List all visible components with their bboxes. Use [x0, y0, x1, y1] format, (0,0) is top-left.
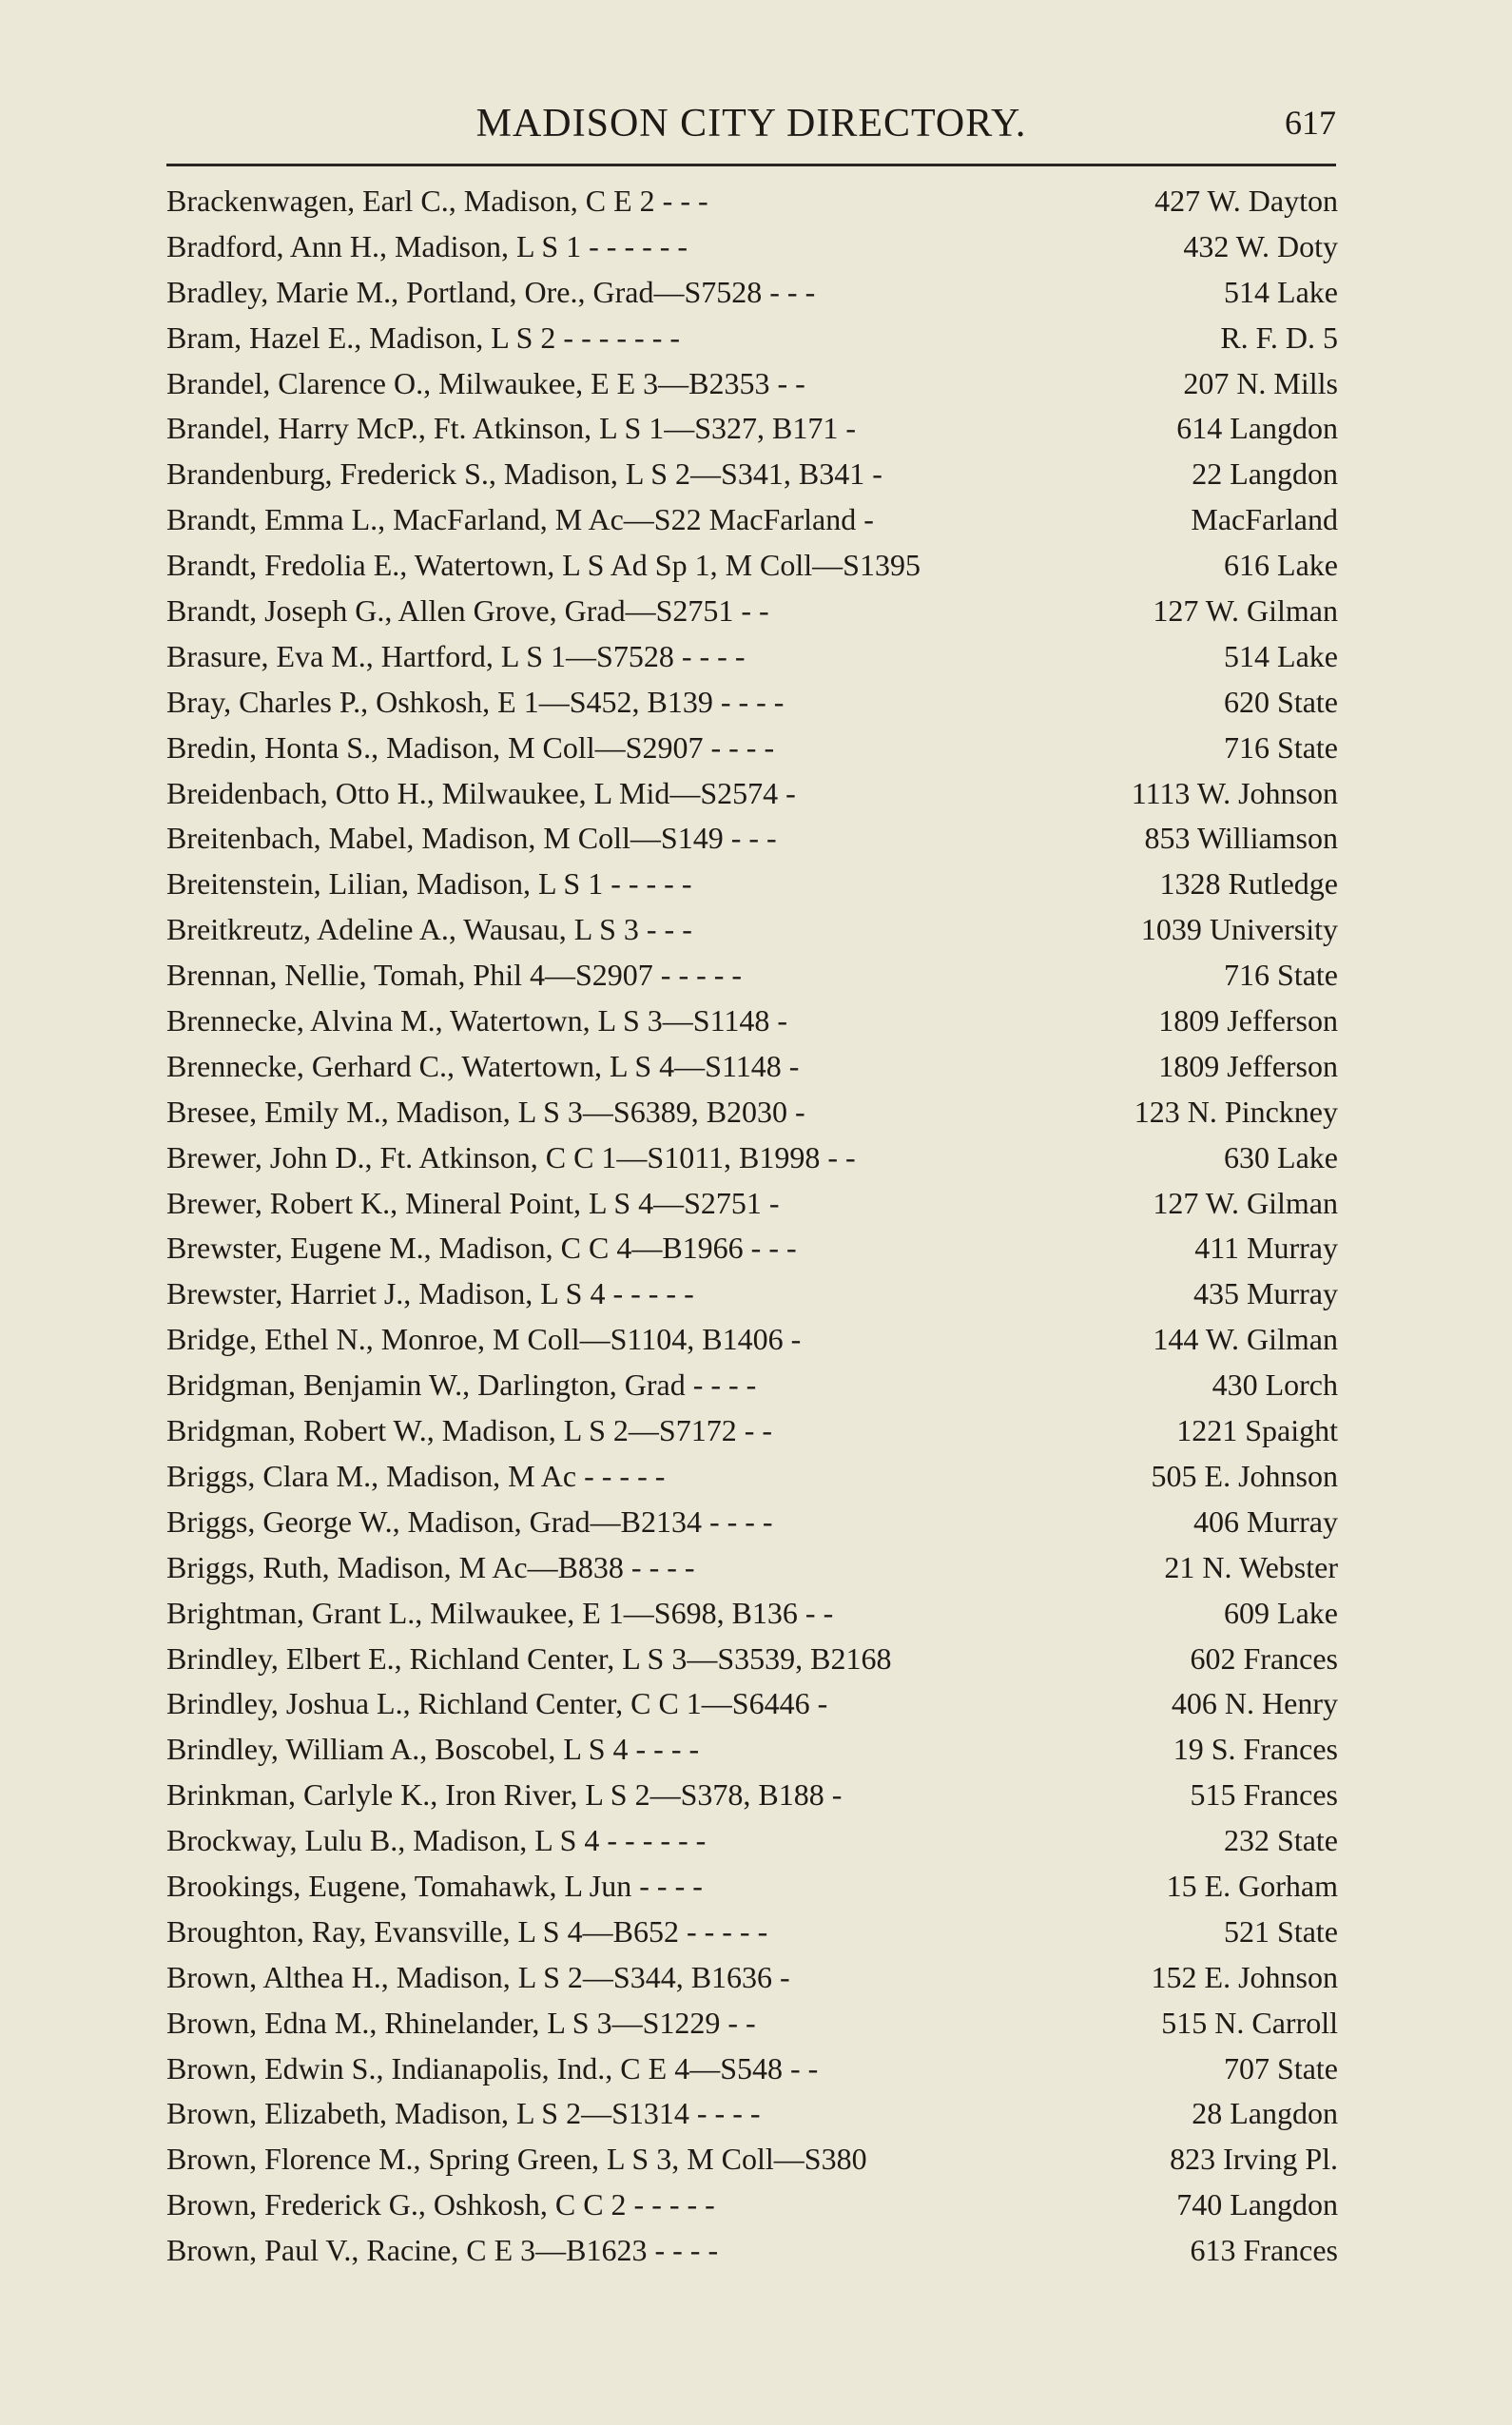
entry-text: Brewster, Harriet J., Madison, L S 4 - - - - - [166, 1276, 694, 1311]
directory-entry [166, 1135, 1338, 1181]
directory-entry [166, 1363, 1338, 1408]
entry-text: Bradley, Marie M., Portland, Ore., Grad—S7528 - - - [166, 274, 816, 309]
entry-address: 853 Williamson [1144, 821, 1338, 856]
entry-address: 232 State [1224, 1823, 1338, 1858]
directory-entry [166, 1773, 1338, 1818]
entry-address: 1039 University [1140, 912, 1338, 947]
entry-address: 613 Frances [1190, 2233, 1338, 2268]
entry-address: R. F. D. 5 [1220, 320, 1338, 355]
entry-address: 123 N. Pinckney [1134, 1094, 1338, 1129]
entry-text: Bresee, Emily M., Madison, L S 3—S6389, B2030 - [166, 1094, 805, 1129]
directory-entry [166, 816, 1338, 862]
entry-address: 207 N. Mills [1183, 365, 1338, 400]
entry-address: MacFarland [1191, 502, 1338, 537]
directory-entry [166, 1727, 1338, 1773]
directory-entry [166, 1955, 1338, 2001]
directory-entry [166, 680, 1338, 726]
entry-text: Brookings, Eugene, Tomahawk, L Jun - - - - [166, 1868, 703, 1903]
entry-address: 430 Lorch [1212, 1368, 1338, 1403]
entry-address: 1328 Rutledge [1159, 866, 1338, 902]
entry-address: 1221 Spaight [1176, 1413, 1338, 1448]
directory-entry [166, 179, 1338, 224]
entry-text: Brennecke, Gerhard C., Watertown, L S 4—S1148 - [166, 1048, 800, 1083]
entry-text: Bram, Hazel E., Madison, L S 2 - - - - - - - [166, 320, 680, 355]
entry-address: 707 State [1224, 2050, 1338, 2086]
entry-text: Briggs, Clara M., Madison, M Ac - - - - - [166, 1458, 666, 1493]
directory-entry [166, 1818, 1338, 1864]
directory-entry [166, 1271, 1338, 1317]
entry-address: 514 Lake [1224, 274, 1338, 309]
directory-entry [166, 2001, 1338, 2047]
directory-entry [166, 634, 1338, 680]
entry-text: Brasure, Eva M., Hartford, L S 1—S7528 - - - - [166, 638, 746, 673]
entry-text: Brandel, Clarence O., Milwaukee, E E 3—B2353 - - [166, 365, 805, 400]
entry-text: Brennan, Nellie, Tomah, Phil 4—S2907 - - - - - [166, 958, 743, 993]
entry-text: Brandt, Fredolia E., Watertown, L S Ad Sp 1, M Coll—S1395 [166, 548, 921, 583]
entry-address: 823 Irving Pl. [1170, 2142, 1338, 2177]
entry-text: Brightman, Grant L., Milwaukee, E 1—S698, B136 - - [166, 1595, 834, 1630]
entry-text: Brindley, Elbert E., Richland Center, L S 3—S3539, B2168 [166, 1640, 892, 1676]
directory-entry [166, 589, 1338, 634]
entry-address: 411 Murray [1194, 1231, 1338, 1266]
entry-text: Brindley, Joshua L., Richland Center, C C 1—S6446 - [166, 1686, 828, 1721]
entry-text: Brennecke, Alvina M., Watertown, L S 3—S1148 - [166, 1003, 788, 1038]
entry-text: Brandt, Joseph G., Allen Grove, Grad—S2751 - - [166, 593, 769, 629]
directory-entry [166, 452, 1338, 497]
directory-entry [166, 999, 1338, 1044]
directory-entry [166, 543, 1338, 589]
entry-text: Brandt, Emma L., MacFarland, M Ac—S22 MacFarland - [166, 502, 874, 537]
entry-address: 127 W. Gilman [1153, 1185, 1338, 1220]
entry-address: 406 Murray [1193, 1504, 1338, 1539]
page-number: 617 [1285, 104, 1336, 142]
entry-address: 614 Langdon [1176, 411, 1338, 446]
entry-text: Bridge, Ethel N., Monroe, M Coll—S1104, B1406 - [166, 1322, 802, 1357]
entry-address: 515 N. Carroll [1161, 2005, 1338, 2040]
entry-text: Brown, Edwin S., Indianapolis, Ind., C E 4—S548 - - [166, 2050, 819, 2086]
entry-address: 521 State [1224, 1913, 1338, 1949]
page-header [166, 91, 1336, 167]
entry-address: 127 W. Gilman [1153, 593, 1338, 629]
entry-text: Brewer, Robert K., Mineral Point, L S 4—S2751 - [166, 1185, 780, 1220]
entry-address: 28 Langdon [1192, 2096, 1338, 2131]
directory-entry [166, 1545, 1338, 1591]
directory-entry [166, 316, 1338, 361]
entry-text: Brockway, Lulu B., Madison, L S 4 - - - - - - [166, 1823, 707, 1858]
entry-text: Brewer, John D., Ft. Atkinson, C C 1—S1011, B1998 - - [166, 1139, 856, 1174]
header-rule [166, 164, 1336, 166]
entry-address: 21 N. Webster [1164, 1549, 1338, 1584]
entry-address: 716 State [1224, 958, 1338, 993]
entry-address: 609 Lake [1224, 1595, 1338, 1630]
directory-entry [166, 953, 1338, 999]
entry-address: 432 W. Doty [1183, 228, 1338, 263]
entry-text: Brindley, William A., Boscobel, L S 4 - - - - [166, 1732, 700, 1767]
directory-entry [166, 2137, 1338, 2182]
entry-text: Brinkman, Carlyle K., Iron River, L S 2—S378, B188 - [166, 1777, 843, 1813]
entry-text: Brandenburg, Frederick S., Madison, L S 2—S341, B341 - [166, 456, 882, 492]
entry-address: 505 E. Johnson [1151, 1458, 1338, 1493]
directory-entry [166, 2228, 1338, 2274]
entry-text: Breidenbach, Otto H., Milwaukee, L Mid—S2574 - [166, 775, 796, 810]
entry-text: Broughton, Ray, Evansville, L S 4—B652 - - - - - [166, 1913, 768, 1949]
entry-address: 630 Lake [1224, 1139, 1338, 1174]
entry-text: Brown, Edna M., Rhinelander, L S 3—S1229 - - [166, 2005, 756, 2040]
directory-entry [166, 1454, 1338, 1500]
entry-text: Brewster, Eugene M., Madison, C C 4—B1966 - - - [166, 1231, 797, 1266]
page-title: MADISON CITY DIRECTORY. [475, 102, 1027, 146]
entry-text: Breitenstein, Lilian, Madison, L S 1 - - - - - [166, 866, 692, 902]
directory-entries [166, 179, 1338, 2274]
entry-address: 515 Frances [1190, 1777, 1338, 1813]
entry-text: Brandel, Harry McP., Ft. Atkinson, L S 1—S327, B171 - [166, 411, 857, 446]
directory-entry [166, 2091, 1338, 2137]
entry-address: 1809 Jefferson [1158, 1003, 1338, 1038]
entry-address: 435 Murray [1193, 1276, 1338, 1311]
entry-address: 620 State [1224, 684, 1338, 719]
entry-text: Brown, Frederick G., Oshkosh, C C 2 - - - - - [166, 2187, 715, 2222]
directory-entry [166, 1181, 1338, 1227]
directory-entry [166, 2047, 1338, 2092]
directory-entry [166, 2182, 1338, 2228]
directory-entry [166, 1910, 1338, 1955]
entry-text: Brackenwagen, Earl C., Madison, C E 2 - - - [166, 184, 708, 218]
entry-text: Bredin, Honta S., Madison, M Coll—S2907 - - - - [166, 729, 775, 765]
entry-address: 15 E. Gorham [1166, 1868, 1338, 1903]
directory-entry [166, 1226, 1338, 1271]
directory-entry [166, 1044, 1338, 1090]
entry-address: 1809 Jefferson [1158, 1048, 1338, 1083]
directory-entry [166, 1500, 1338, 1545]
entry-text: Breitenbach, Mabel, Madison, M Coll—S149 - - - [166, 821, 777, 856]
entry-address: 406 N. Henry [1171, 1686, 1338, 1721]
directory-entry [166, 270, 1338, 316]
entry-address: 716 State [1224, 729, 1338, 765]
entry-text: Brown, Paul V., Racine, C E 3—B1623 - - - - [166, 2233, 719, 2268]
directory-entry [166, 1864, 1338, 1910]
entry-text: Bradford, Ann H., Madison, L S 1 - - - - - - [166, 228, 688, 263]
entry-address: 740 Langdon [1176, 2187, 1338, 2222]
entry-address: 514 Lake [1224, 638, 1338, 673]
directory-entry [166, 497, 1338, 543]
directory-entry [166, 406, 1338, 452]
directory-entry [166, 1637, 1338, 1682]
entry-address: 22 Langdon [1192, 456, 1338, 492]
directory-entry [166, 361, 1338, 407]
entry-address: 152 E. Johnson [1151, 1959, 1338, 1994]
entry-address: 602 Frances [1190, 1640, 1338, 1676]
entry-text: Brown, Florence M., Spring Green, L S 3, M Coll—S380 [166, 2142, 867, 2177]
entry-address: 427 W. Dayton [1154, 184, 1338, 218]
directory-entry [166, 1408, 1338, 1454]
entry-text: Bray, Charles P., Oshkosh, E 1—S452, B139 - - - - [166, 684, 785, 719]
directory-entry [166, 224, 1338, 270]
directory-entry [166, 1591, 1338, 1637]
entry-address: 19 S. Frances [1173, 1732, 1338, 1767]
entry-address: 1113 W. Johnson [1131, 775, 1338, 810]
directory-entry [166, 862, 1338, 907]
entry-text: Bridgman, Benjamin W., Darlington, Grad - - - - [166, 1368, 757, 1403]
directory-entry [166, 726, 1338, 771]
directory-entry [166, 1090, 1338, 1135]
entry-text: Bridgman, Robert W., Madison, L S 2—S7172 - - [166, 1413, 773, 1448]
directory-entry [166, 1681, 1338, 1727]
entry-text: Briggs, George W., Madison, Grad—B2134 - - - - [166, 1504, 773, 1539]
directory-entry [166, 771, 1338, 817]
entry-text: Breitkreutz, Adeline A., Wausau, L S 3 - - - [166, 912, 692, 947]
entry-text: Briggs, Ruth, Madison, M Ac—B838 - - - - [166, 1549, 695, 1584]
entry-text: Brown, Althea H., Madison, L S 2—S344, B1636 - [166, 1959, 790, 1994]
directory-entry [166, 1317, 1338, 1363]
entry-text: Brown, Elizabeth, Madison, L S 2—S1314 - - - - [166, 2096, 761, 2131]
entry-address: 144 W. Gilman [1153, 1322, 1338, 1357]
entry-address: 616 Lake [1224, 548, 1338, 583]
directory-entry [166, 907, 1338, 953]
